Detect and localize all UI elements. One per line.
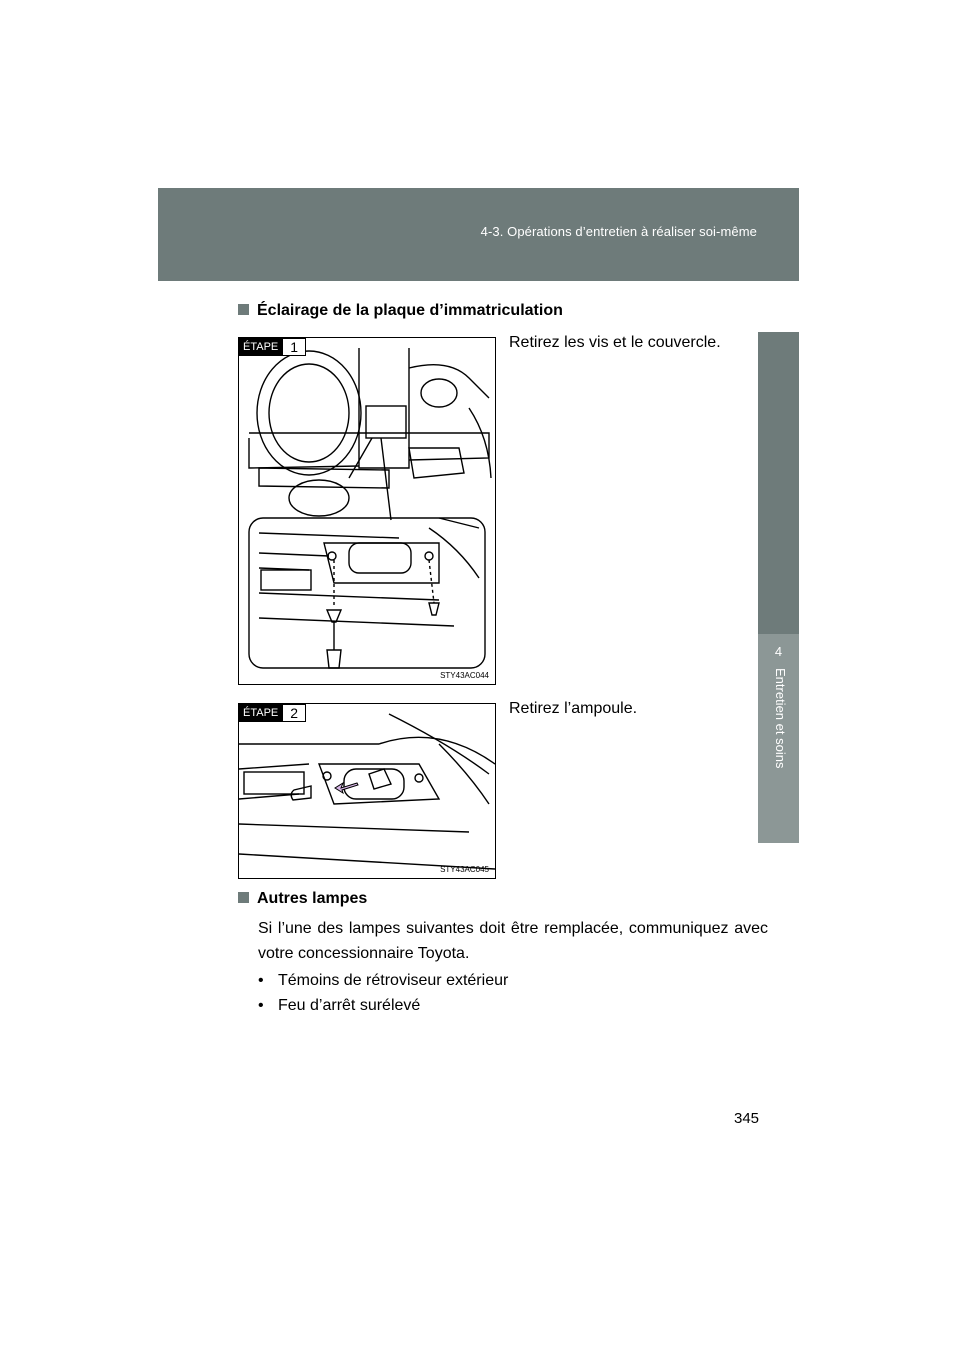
- chapter-label: Entretien et soins: [773, 668, 788, 769]
- figure-step-1: [238, 337, 496, 685]
- other-lamps-paragraph: Si l’une des lampes suivantes doit être remplacée, communiquez avec votre concessionnaire Toyota.: [258, 920, 768, 962]
- step-2-badge: ÉTAPE 2: [239, 704, 306, 722]
- list-item: • Témoins de rétroviseur extérieur: [258, 968, 508, 993]
- section-heading-license-plate-light: Éclairage de la plaque d’immatriculation: [238, 302, 563, 320]
- lamp-list: [258, 968, 508, 1018]
- figure-code: STY43AC045: [440, 865, 489, 874]
- figure-code: STY43AC044: [440, 671, 489, 680]
- bulb-removal-illustration: [239, 704, 495, 878]
- chapter-side-tab[interactable]: [758, 332, 799, 843]
- list-item: • Feu d’arrêt surélevé: [258, 993, 508, 1018]
- step-2-text: Retirez l’ampoule.: [509, 700, 638, 717]
- step-1-badge: ÉTAPE 1: [239, 338, 306, 356]
- page-number: 345: [734, 1110, 760, 1127]
- rear-vehicle-illustration: [239, 338, 495, 684]
- section-heading-other-lamps: Autres lampes: [238, 890, 367, 908]
- chapter-number: 4: [774, 644, 783, 659]
- square-bullet-icon: [238, 304, 249, 315]
- chapter-title: 4-3. Opérations d’entretien à réaliser soi-même: [480, 224, 757, 239]
- figure-step-2: [238, 703, 496, 879]
- square-bullet-icon: [238, 892, 249, 903]
- step-1-text: Retirez les vis et le couvercle.: [509, 334, 721, 351]
- header-band: [158, 188, 799, 281]
